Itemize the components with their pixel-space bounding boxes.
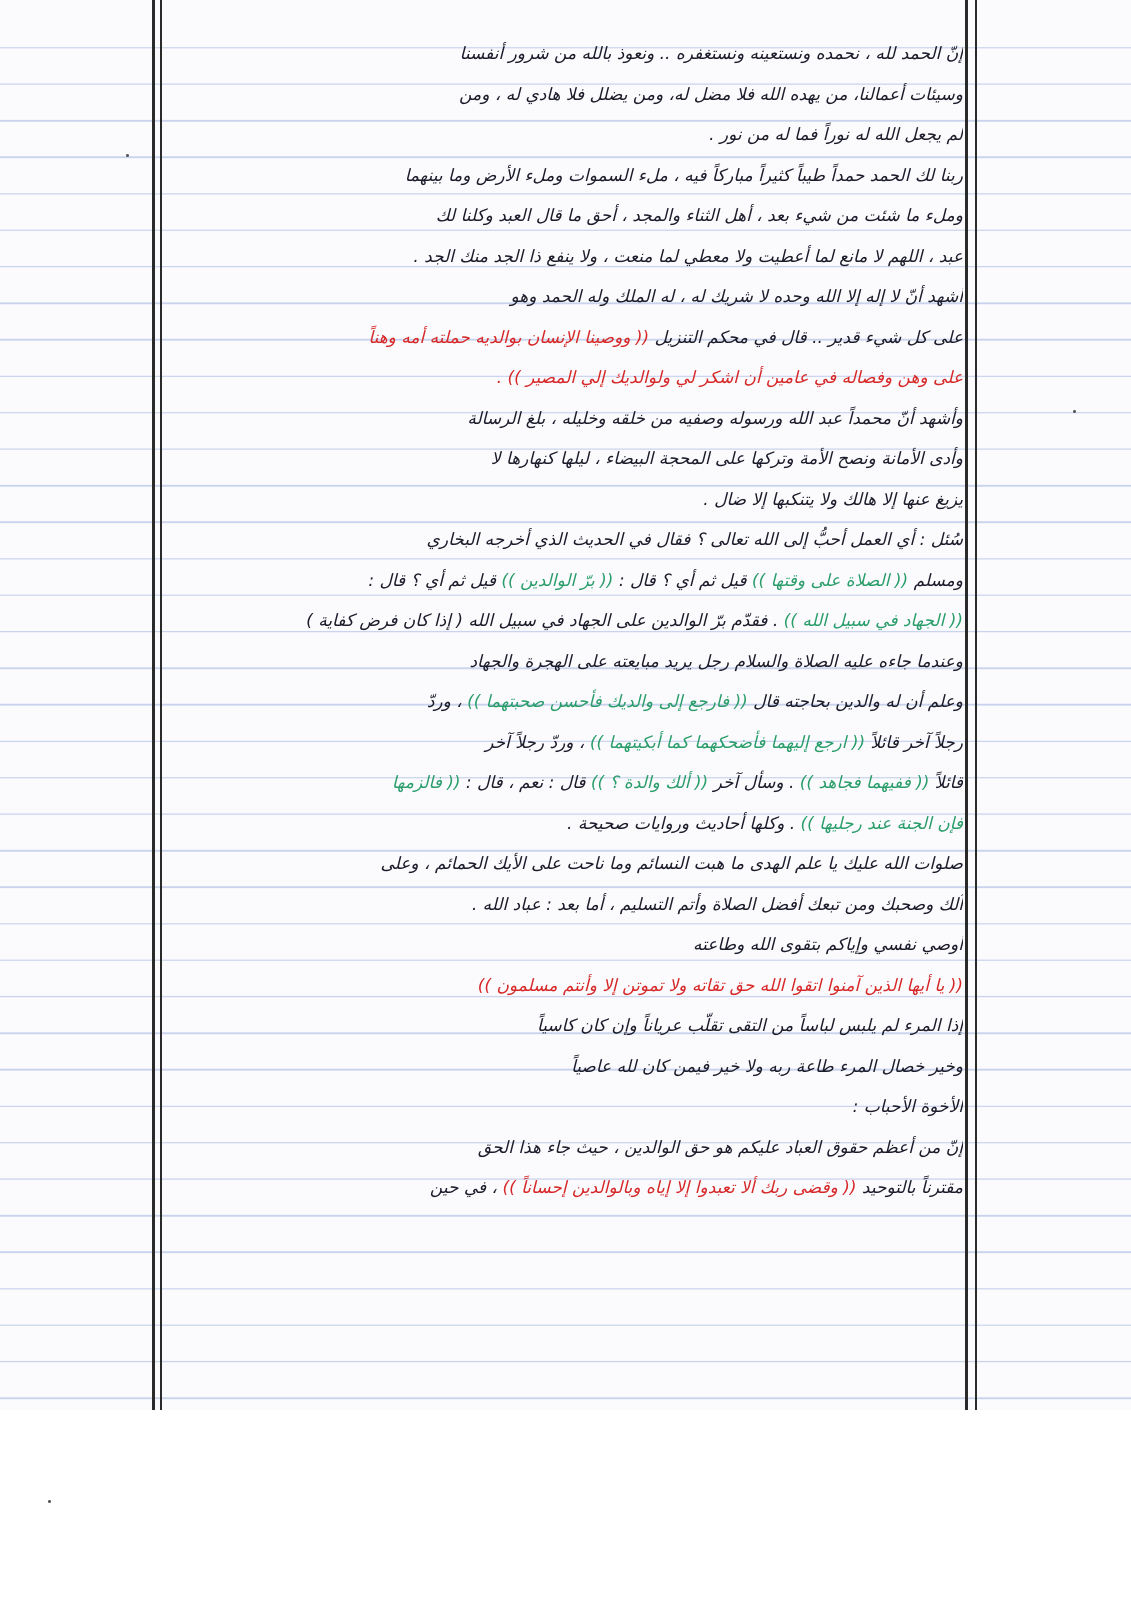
handwritten-text-block: [168, 34, 963, 1209]
text-segment: (( الجهاد في سبيل الله )): [783, 611, 963, 631]
text-segment: على كل شيء قدير .. قال في محكم التنزيل: [649, 327, 963, 348]
text-line-24: [168, 966, 963, 1007]
text-segment: ، وردّ رجلاً آخر: [485, 732, 590, 753]
text-segment: قيل ثم أي ؟ قال :: [613, 570, 752, 591]
text-segment: يزيغ عنها إلا هالك ولا يتنكبها إلا ضال .: [703, 489, 963, 510]
ink-speck: [48, 1500, 51, 1503]
text-line-4: [168, 156, 963, 197]
text-segment: الأخوة الأحباب :: [852, 1097, 963, 1117]
text-segment: . وسأل آخر: [708, 773, 800, 793]
text-line-17: [168, 682, 963, 723]
text-segment: وأدى الأمانة ونصح الأمة وتركها على المحجة البيضاء ، ليلها كنهارها لا: [490, 449, 963, 469]
text-line-13: [168, 520, 963, 561]
ink-speck: [1073, 410, 1076, 413]
text-segment: (( الصلاة على وقتها )): [751, 570, 909, 591]
text-line-28: [168, 1128, 963, 1169]
text-segment: قيل ثم أي ؟ قال :: [368, 570, 502, 591]
text-line-8: [168, 318, 963, 359]
text-segment: (( فارجع إلى والديك فأحسن صحبتهما )): [467, 692, 748, 712]
text-segment: أشهد أنّ لا إله إلا الله وحده لا شريك له ، له الملك وله الحمد وهو: [510, 287, 963, 307]
text-segment: إنّ الحمد لله ، نحمده ونستعينه ونستغفره .. ونعوذ بالله من شرور أنفسنا: [459, 44, 963, 64]
text-line-27: [168, 1087, 963, 1128]
text-line-6: [168, 237, 963, 278]
text-segment: ، وردّ: [426, 692, 468, 712]
text-line-15: [168, 601, 963, 642]
text-segment: ومسلم: [908, 570, 963, 591]
text-segment: قال : نعم ، قال :: [460, 773, 591, 793]
text-segment: قائلاً: [929, 773, 963, 793]
text-segment: . وكلها أحاديث وروايات صحيحة .: [567, 813, 801, 834]
text-line-23: [168, 925, 963, 966]
text-segment: سُئل : أي العمل أحبُّ إلى الله تعالى ؟ فقال في الحديث الذي أخرجه البخاري: [426, 530, 963, 550]
ink-speck: [126, 154, 129, 157]
text-line-21: [168, 844, 963, 885]
text-segment: (( فالزمها: [391, 773, 461, 793]
text-segment: (( يا أيها الذين آمنوا اتقوا الله حق تقاته ولا تموتن إلا وأنتم مسلمون )): [477, 975, 963, 996]
right-margin-line-outer: [975, 0, 977, 1410]
text-segment: أوصي نفسي وإياكم بتقوى الله وطاعته: [693, 935, 963, 955]
text-segment: على وهن وفصاله في عامين أن اشكر لي ولوالديك إلي المصير )) .: [496, 368, 963, 388]
text-line-10: [168, 399, 963, 440]
text-line-1: [168, 34, 963, 75]
text-line-22: [168, 885, 963, 926]
text-line-25: [168, 1006, 963, 1047]
text-segment: آلك وصحبك ومن تبعك أفضل الصلاة وأتم التسليم ، أما بعد : عباد الله .: [471, 894, 963, 915]
text-segment: (( ارجع إليهما فأضحكهما كما أبكيتهما )): [589, 732, 866, 753]
text-line-5: [168, 196, 963, 237]
text-segment: رجلاً آخر قائلاً: [865, 732, 963, 753]
left-margin-line: [152, 0, 155, 1410]
text-line-12: [168, 480, 963, 521]
text-segment: . فقدّم برّ الوالدين على الجهاد في سبيل الله ( إذا كان فرض كفاية ): [306, 611, 784, 631]
text-segment: (( وقضى ربك ألا تعبدوا إلا إياه وبالوالدين إحساناً )): [502, 1178, 857, 1198]
text-segment: (( ألك والدة ؟ )): [590, 773, 709, 793]
text-segment: ، في حين: [429, 1178, 503, 1198]
text-line-26: [168, 1047, 963, 1088]
text-segment: وعلم أن له والدين بحاجته قال: [747, 692, 963, 712]
text-segment: (( ووصينا الإنسان بوالديه حملته أمه وهناً: [368, 327, 650, 348]
text-line-9: [168, 358, 963, 399]
text-line-11: [168, 439, 963, 480]
text-line-20: [168, 804, 963, 845]
text-segment: لم يجعل الله له نوراً فما له من نور .: [709, 125, 963, 145]
text-line-16: [168, 642, 963, 683]
text-line-19: [168, 763, 963, 804]
text-segment: صلوات الله عليك يا علم الهدى ما هبت النسائم وما ناحت على الأيك الحمائم ، وعلى: [380, 854, 963, 874]
text-segment: عبد ، اللهم لا مانع لما أعطيت ولا معطي لما منعت ، ولا ينفع ذا الجد منك الجد .: [413, 246, 963, 267]
text-segment: وعندما جاءه عليه الصلاة والسلام رجل يريد مبايعته على الهجرة والجهاد: [469, 651, 963, 672]
text-line-29: [168, 1168, 963, 1209]
text-segment: (( برّ الوالدين )): [501, 570, 614, 591]
text-segment: إذا المرء لم يلبس لباساً من التقى تقلّب عرياناً وإن كان كاسياً: [537, 1016, 963, 1036]
text-segment: وأشهد أنّ محمداً عبد الله ورسوله وصفيه من خلقه وخليله ، بلغ الرسالة: [467, 408, 963, 429]
left-margin-line-inner: [160, 0, 162, 1410]
text-line-14: [168, 561, 963, 602]
text-segment: فإن الجنة عند رجليها )): [800, 813, 963, 834]
text-segment: وسيئات أعمالنا، من يهده الله فلا مضل له، ومن يضلل فلا هادي له ، ومن: [459, 84, 963, 105]
text-line-18: [168, 723, 963, 764]
text-segment: ربنا لك الحمد حمداً طيباً كثيراً مباركاً فيه ، ملء السموات وملء الأرض وما بينهما: [404, 165, 963, 186]
text-segment: وملء ما شئت من شيء بعد ، أهل الثناء والمجد ، أحق ما قال العبد وكلنا لك: [435, 206, 963, 226]
page-bottom-margin: [0, 1410, 1131, 1599]
text-line-3: [168, 115, 963, 156]
text-segment: إنّ من أعظم حقوق العباد عليكم هو حق الوالدين ، حيث جاء هذا الحق: [477, 1137, 963, 1158]
text-segment: (( ففيهما فجاهد )): [799, 773, 930, 793]
text-segment: مقترناً بالتوحيد: [856, 1178, 963, 1198]
text-line-7: [168, 277, 963, 318]
text-line-2: [168, 75, 963, 116]
text-segment: وخير خصال المرء طاعة ربه ولا خير فيمن كان لله عاصياً: [571, 1056, 963, 1077]
right-margin-line: [965, 0, 968, 1410]
